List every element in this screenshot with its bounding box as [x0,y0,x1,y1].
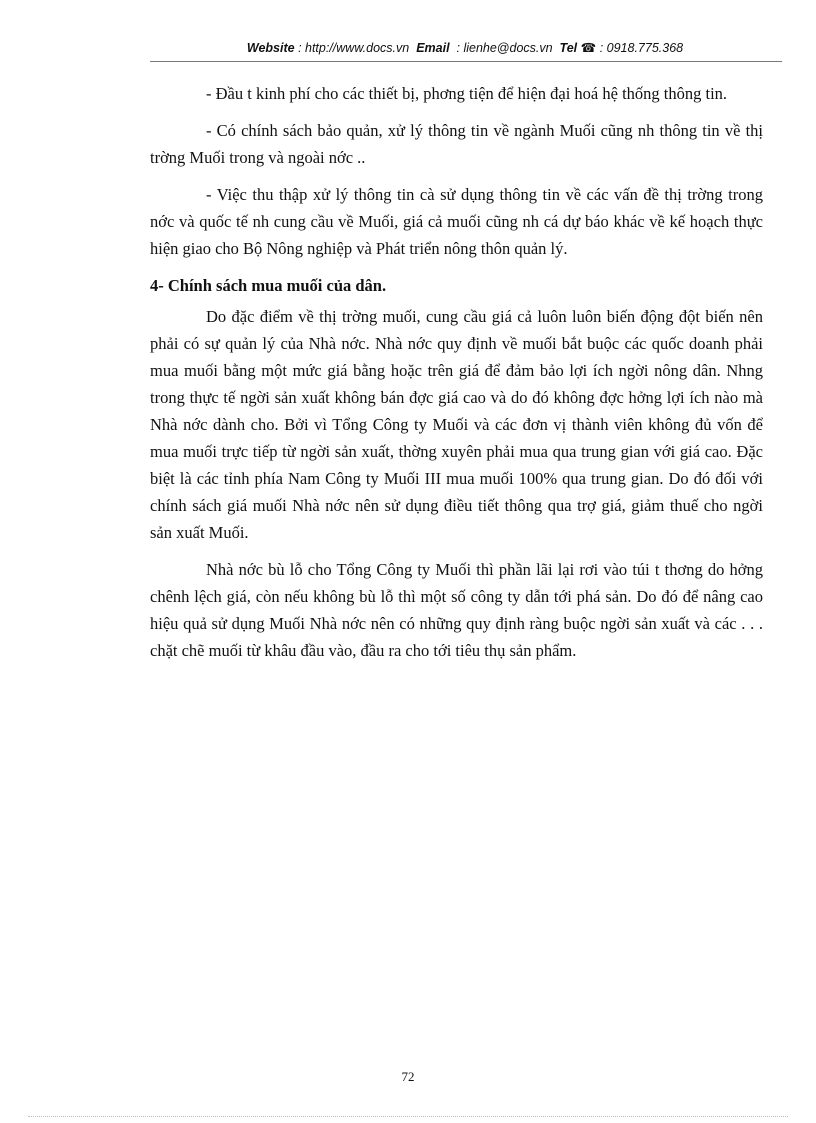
tel-value: : 0918.775.368 [599,41,684,55]
website-label: Website [246,41,295,55]
email-label: Email [416,41,450,55]
email-value[interactable]: : lienhe@docs.vn [456,41,553,55]
paragraph-preservation-policy: - Có chính sách bảo quản, xử lý thông tin về ngành Muối cũng nh thông tin về thị trờng Muối trong và ngoài nớc .. [150,121,763,167]
paragraph-investment: - Đầu t kinh phí cho các thiết bị, phơng tiện để hiện đại hoá hệ thống thông tin. [206,84,728,103]
paragraph-market-characteristics: Do đặc điểm về thị trờng muối, cung cầu giá cả luôn luôn biến động đột biến nên phải có sự quản lý của Nhà nớc. Nhà nớc quy định về muối bắt buộc các quốc doanh phải mua muối bằng một mức giá bằng hoặc trên giá để đảm bảo lợi ích ngời nông dân. Nhng trong thực tế ngời sản xuất không bán đợc giá cao và do đó không đợc hởng lợi ích nào mà Nhà nớc dành cho. Bởi vì Tổng Công ty Muối và các đơn vị thành viên không đủ vốn để mua muối trực tiếp từ ngời sản xuất, thờng xuyên phải mua qua trung gian với giá cao. Đặc biệt là các tỉnh phía Nam Công ty Muối III mua muối 100% qua trung gian. Do đó đối với chính sách giá muối Nhà nớc nên sử dụng điều tiết thông qua trợ giá, giảm thuế cho ngời sản xuất Muối. [150,307,763,542]
paragraph-information-collection: - Việc thu thập xử lý thông tin cà sử dụng thông tin về các vấn đề thị trờng trong nớc và quốc tế nh cung cầu về Muối, giá cả muối cũng nh cá dự báo khác về kế hoạch thực hiện giao cho Bộ Nông nghiệp và Phát triển nông thôn quản lý. [150,185,763,258]
paragraph-loss-compensation: Nhà nớc bù lỗ cho Tổng Công ty Muối thì phần lãi lại rơi vào túi t thơng do hởng chênh lệch giá, còn nếu không bù lỗ thì một số công ty dẫn tới phá sản. Do đó để nâng cao hiệu quả sử dụng Muối Nhà nớc nên có những quy định ràng buộc ngời sản xuất và các . . . chặt chẽ muối từ khâu đầu vào, đầu ra cho tới tiêu thụ sản phẩm. [150,560,763,660]
website-value[interactable]: : http://www.docs.vn [298,41,410,55]
page-number: 72 [401,1069,415,1084]
phone-icon: ☎ [580,41,597,55]
tel-label: Tel [559,41,578,55]
header-divider [150,61,782,62]
footer-divider [28,1116,788,1117]
section-heading: 4- Chính sách mua muối của dân. [150,276,387,295]
page-header [150,40,780,55]
document-body [150,80,763,674]
